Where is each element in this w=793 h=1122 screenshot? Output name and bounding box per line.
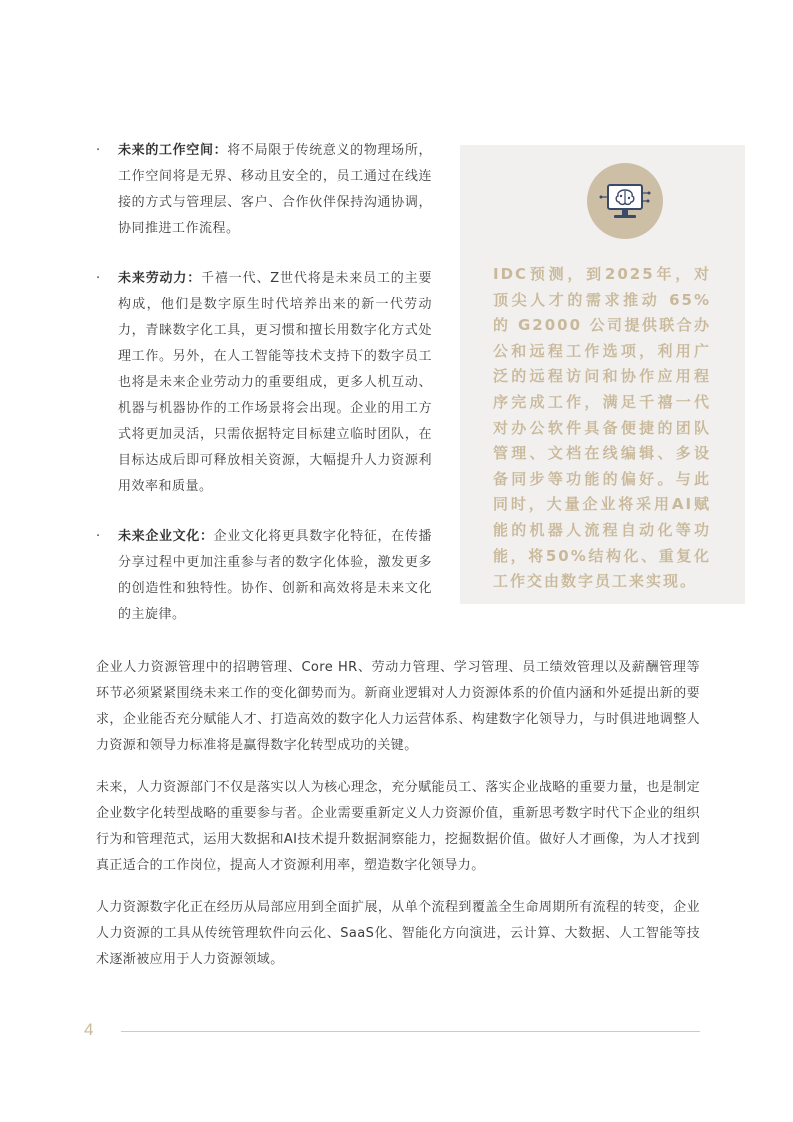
callout-text: IDC预测，到2025年，对顶尖人才的需求推动 65% 的 G2000 公司提供联合办公和远程工作选项，利用广泛的远程访问和协作应用程序完成工作，满足千禧一代对办公软件具备便捷的团队管理、文档在线编辑、多设备同步等功能的偏好。与此同时，大量企业将采用AI赋能的机器人流程自动化等功能，将50%结构化、重复化工作交由数字员工来实现。 — [493, 265, 711, 591]
body-paragraph-2: 未来，人力资源部门不仅是落实以人为核心理念，充分赋能员工、落实企业战略的重要力量，也是制定企业数字化转型战略的重要参与者。企业需要重新定义人力资源价值，重新思考数字时代下企业的组织行为和管理范式，运用大数据和AI技术提升数据洞察能力，挖掘数据价值。做好人才画像，为人才找到真正适合的工作岗位，提高人才资源利用率，塑造数字化领导力。 — [96, 780, 700, 873]
bullet-marker: · — [96, 143, 101, 158]
bullet-marker: · — [96, 271, 101, 286]
ai-brain-computer-icon — [587, 163, 663, 239]
bullet-text: 企业文化将更具数字化特征，在传播分享过程中更加注重参与者的数字化体验，激发更多的创造性和独特性。协作、创新和高效将是未来文化的主旋律。 — [118, 529, 432, 622]
page-number: 4 — [84, 1020, 94, 1039]
bullet-item-culture — [96, 524, 432, 628]
bullet-item-workspace — [96, 138, 432, 242]
body-paragraph-1: 企业人力资源管理中的招聘管理、Core HR、劳动力管理、学习管理、员工绩效管理以及薪酬管理等环节必须紧紧围绕未来工作的变化御势而为。新商业逻辑对人力资源体系的价值内涵和外延提出新的要求，企业能否充分赋能人才、打造高效的数字化人力运营体系、构建数字化领导力，与时俱进地调整人力资源和领导力标准将是赢得数字化转型成功的关键。 — [96, 660, 700, 753]
bullet-list — [96, 138, 432, 628]
bullet-text: 千禧一代、Z世代将是未来员工的主要构成，他们是数字原生时代培养出来的新一代劳动力，青睐数字化工具，更习惯和擅长用数字化方式处理工作。另外，在人工智能等技术支持下的数字员工也将是未来企业劳动力的重要组成，更多人机互动、机器与机器协作的工作场景将会出现。企业的用工方式将更加灵活，只需依据特定目标建立临时团队，在目标达成后即可释放相关资源，大幅提升人力资源利用效率和质量。 — [118, 271, 432, 494]
bullet-text: 将不局限于传统意义的物理场所，工作空间将是无界、移动且安全的，员工通过在线连接的方式与管理层、客户、合作伙伴保持沟通协调，协同推进工作流程。 — [118, 143, 432, 236]
bullet-heading: 未来企业文化： — [118, 529, 214, 544]
bullet-marker: · — [96, 529, 101, 544]
footer-divider — [121, 1031, 700, 1032]
bullet-heading: 未来的工作空间： — [118, 143, 228, 158]
bullet-heading: 未来劳动力： — [118, 271, 202, 286]
body-paragraph-3: 人力资源数字化正在经历从局部应用到全面扩展，从单个流程到覆盖全生命周期所有流程的转变，企业人力资源的工具从传统管理软件向云化、SaaS化、智能化方向演进，云计算、大数据、人工智能等技术逐渐被应用于人力资源领域。 — [96, 900, 700, 967]
bullet-item-workforce — [96, 266, 432, 500]
idc-callout-box — [460, 145, 745, 604]
